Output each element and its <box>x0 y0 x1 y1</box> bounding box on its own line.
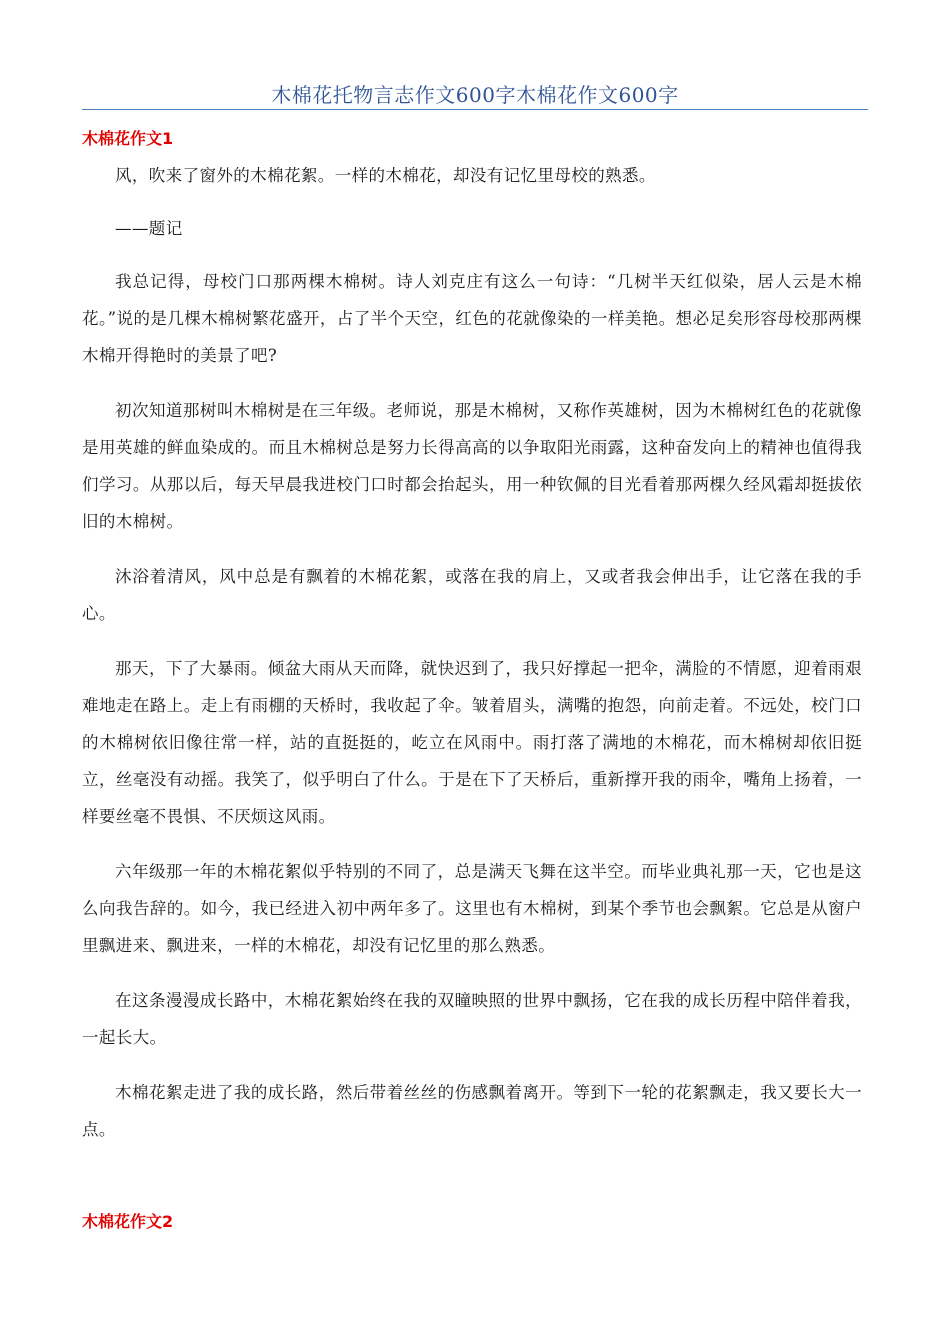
paragraph: 风，吹来了窗外的木棉花絮。一样的木棉花，却没有记忆里母校的熟悉。 <box>115 166 656 185</box>
paragraph: 那天，下了大暴雨。倾盆大雨从天而降，就快迟到了，我只好撑起一把伞，满脸的不情愿，迎着雨艰难地走在路上。走上有雨棚的天桥时，我收起了伞。皱着眉头，满嘴的抱怨，向前走着。不远处，校门口的木棉树依旧像往常一样，站的直挺挺的，屹立在风雨中。雨打落了满地的木棉花，而木棉树却依旧挺立，丝毫没有动摇。我笑了，似乎明白了什么。于是在下了天桥后，重新撑开我的雨伞，嘴角上扬着，一样要丝毫不畏惧、不厌烦这风雨。 <box>82 659 862 826</box>
paragraph: 六年级那一年的木棉花絮似乎特别的不同了，总是满天飞舞在这半空。而毕业典礼那一天，它也是这么向我告辞的。如今，我已经进入初中两年多了。这里也有木棉树，到某个季节也会飘絮。它总是从窗户里飘进来、飘进来，一样的木棉花，却没有记忆里的那么熟悉。 <box>82 862 862 955</box>
paragraph: 在这条漫漫成长路中，木棉花絮始终在我的双瞳映照的世界中飘扬，它在我的成长历程中陪伴着我，一起长大。 <box>82 991 862 1047</box>
section-1-body <box>82 157 862 1166</box>
title-underline <box>82 109 868 110</box>
section-heading-1: 木棉花作文1 <box>82 129 174 148</box>
paragraph: 沐浴着清风，风中总是有飘着的木棉花絮，或落在我的肩上，又或者我会伸出手，让它落在我的手心。 <box>82 567 862 623</box>
paragraph: 木棉花絮走进了我的成长路，然后带着丝丝的伤感飘着离开。等到下一轮的花絮飘走，我又要长大一点。 <box>82 1083 862 1139</box>
paragraph: 我总记得，母校门口那两棵木棉树。诗人刘克庄有这么一句诗：“几树半天红似染，居人云是木棉花。”说的是几棵木棉树繁花盛开，占了半个天空，红色的花就像染的一样美艳。想必足矣形容母校那两棵木棉开得艳时的美景了吧? <box>82 272 862 365</box>
document-title: 木棉花托物言志作文600字木棉花作文600字 <box>271 83 679 107</box>
section-heading-2: 木棉花作文2 <box>82 1212 174 1231</box>
paragraph-epigraph-attribution: ——题记 <box>115 219 183 238</box>
paragraph: 初次知道那树叫木棉树是在三年级。老师说，那是木棉树，又称作英雄树，因为木棉树红色的花就像是用英雄的鲜血染成的。而且木棉树总是努力长得高高的以争取阳光雨露，这种奋发向上的精神也值得我们学习。从那以后，每天早晨我进校门口时都会抬起头，用一种钦佩的目光看着那两棵久经风霜却挺拔依旧的木棉树。 <box>82 401 862 531</box>
